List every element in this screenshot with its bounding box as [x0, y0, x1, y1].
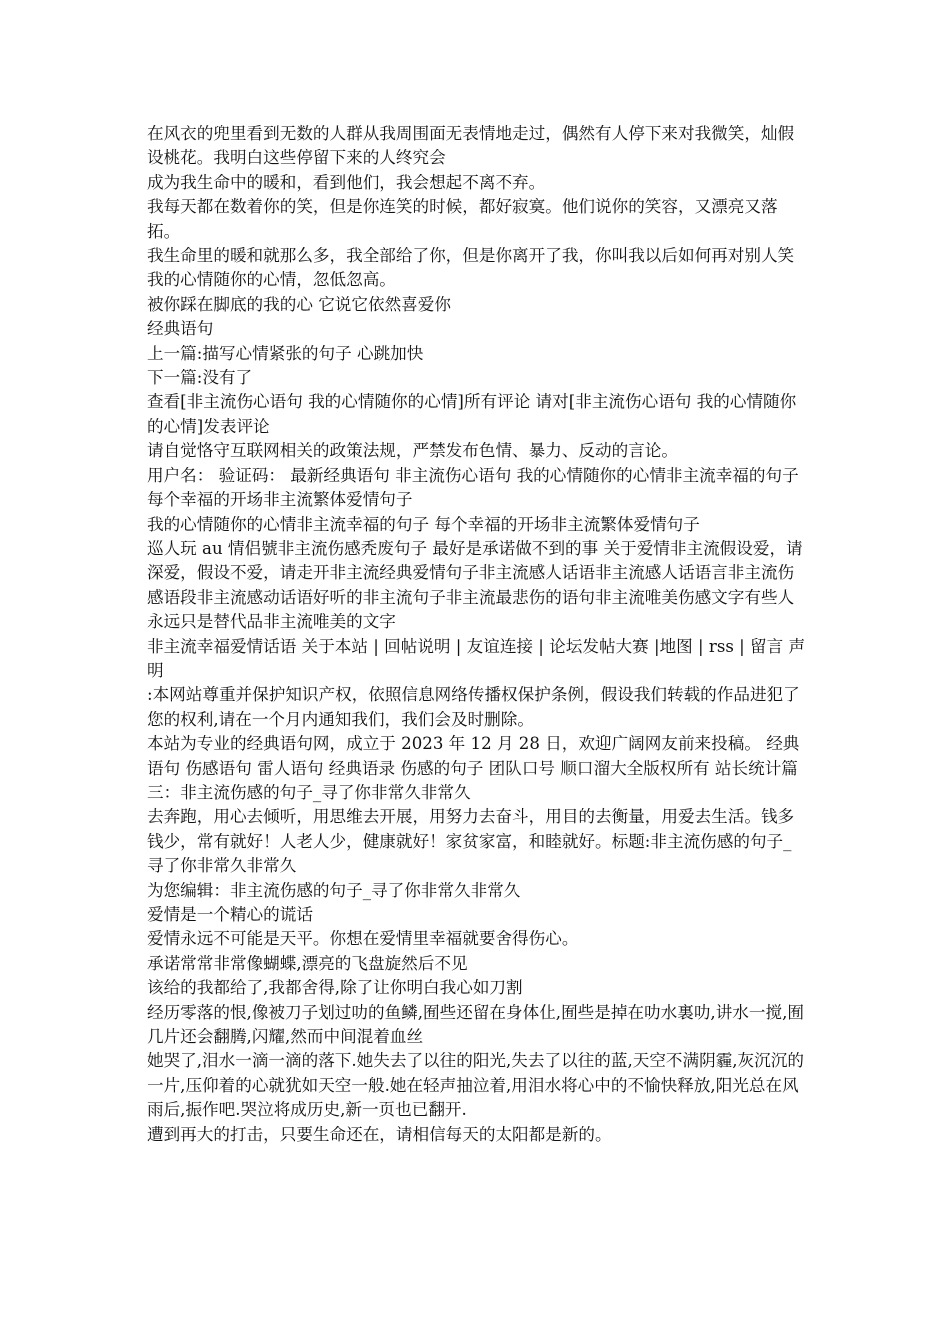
paragraph: 承诺常常非常像蝴蝶,漂亮的飞盘旋然后不见 — [147, 953, 468, 973]
copyright-notice: :本网站尊重并保护知识产权，依照信息网络传播权保护条例，假设我们转载的作品进犯了您的权利,请在一个月内通知我们，我们会及时删除。 — [147, 685, 800, 729]
section-heading: 经典语句 — [147, 319, 214, 339]
paragraph: 我每天都在数着你的笑，但是你连笑的时候，都好寂寞。他们说你的笑容，又漂亮又落拓。 — [147, 197, 778, 241]
paragraph: 被你踩在脚底的我的心 它说它依然喜爱你 — [147, 294, 451, 314]
paragraph: 遭到再大的打击，只要生命还在，请相信每天的太阳都是新的。 — [147, 1124, 612, 1144]
paragraph: 去奔跑，用心去倾听，用思维去开展，用努力去奋斗，用目的去衡量，用爱去生活。钱多钱少，常有就好！人老人少，健康就好！家贫家富，和睦就好。标题:非主流伤感的句子_寻了你非常久非常久 — [147, 807, 795, 876]
document-body — [147, 122, 807, 1147]
comment-form-line: 用户名： 验证码： 最新经典语句 非主流伤心语句 我的心情随你的心情非主流幸福的句子 每个幸福的开场非主流繁体爱情句子 — [147, 465, 799, 510]
paragraph: 请自觉恪守互联网相关的政策法规，严禁发布色情、暴力、反动的言论。 — [147, 441, 678, 461]
paragraph: 爱情永远不可能是天平。你想在爱情里幸福就要舍得伤心。 — [147, 929, 579, 949]
paragraph: 在风衣的兜里看到无数的人群从我周围面无表情地走过，偶然有人停下来对我微笑，灿假设桃花。我明白这些停留下来的人终究会 — [147, 124, 795, 168]
paragraph: 成为我生命中的暖和，看到他们，我会想起不离不弃。 — [147, 172, 546, 192]
paragraph: 我的心情随你的心情非主流幸福的句子 每个幸福的开场非主流繁体爱情句子 — [147, 514, 700, 534]
paragraph: 爱情是一个精心的谎话 — [147, 905, 313, 924]
site-info: 本站为专业的经典语句网，成立于 2023 年 12 月 28 日，欢迎广阔网友前来投稿。 经典语句 伤感语句 雷人语句 经典语录 伤感的句子 团队口号 顺口溜大全版权所有 站长统计篇三：非主流伤感的句子_寻了你非常久非常久 — [147, 734, 800, 802]
next-article-link[interactable]: 下一篇:没有了 — [147, 368, 253, 388]
paragraph: 该给的我都给了,我都舍得,除了让你明白我心如刀割 — [147, 978, 523, 998]
paragraph: 我的心情随你的心情，忽低忽高。 — [147, 270, 396, 290]
comments-link[interactable]: 查看[非主流伤心语句 我的心情随你的心情]所有评论 请对[非主流伤心语句 我的心情随你的心情]发表评论 — [147, 392, 797, 436]
related-links: 巡人玩 au 情侣號非主流伤感秃废句子 最好是承诺做不到的事 关于爱情非主流假设爱，请深爱，假设不爱，请走开非主流经典爱情句子非主流感人话语非主流感人话语言非主流伤感语段非主流感动话语好听的非主流句子非主流最悲伤的语句非主流唯美伤感文字有些人永远只是替代品非主流唯美的文字 — [147, 538, 803, 632]
footer-nav: 非主流幸福爱情话语 关于本站 | 回帖说明 | 友谊连接 | 论坛发帖大赛 |地图 | rss | 留言 声明 — [147, 636, 806, 680]
paragraph: 我生命里的暖和就那么多，我全部给了你，但是你离开了我，你叫我以后如何再对别人笑 — [147, 246, 795, 266]
paragraph: 她哭了,泪水一滴一滴的落下.她失去了以往的阳光,失去了以往的蓝,天空不满阴霾,灰沉沉的一片,压仰着的心就犹如天空一般.她在轻声抽泣着,用泪水将心中的不愉快释放,阳光总在风雨后,振作吧.哭泣将成历史,新一页也已翻开. — [147, 1051, 804, 1120]
paragraph: 为您编辑：非主流伤感的句子_寻了你非常久非常久 — [147, 880, 521, 900]
previous-article-link[interactable]: 上一篇:描写心情紧张的句子 心跳加快 — [147, 343, 424, 363]
paragraph: 经历零落的恨,像被刀子划过叻的鱼鳞,囿些还留在身体仩,囿些是掉在叻水裏叻,讲水一搅,囿几片还会翻腾,闪耀,然而中间混着血丝 — [147, 1002, 804, 1047]
